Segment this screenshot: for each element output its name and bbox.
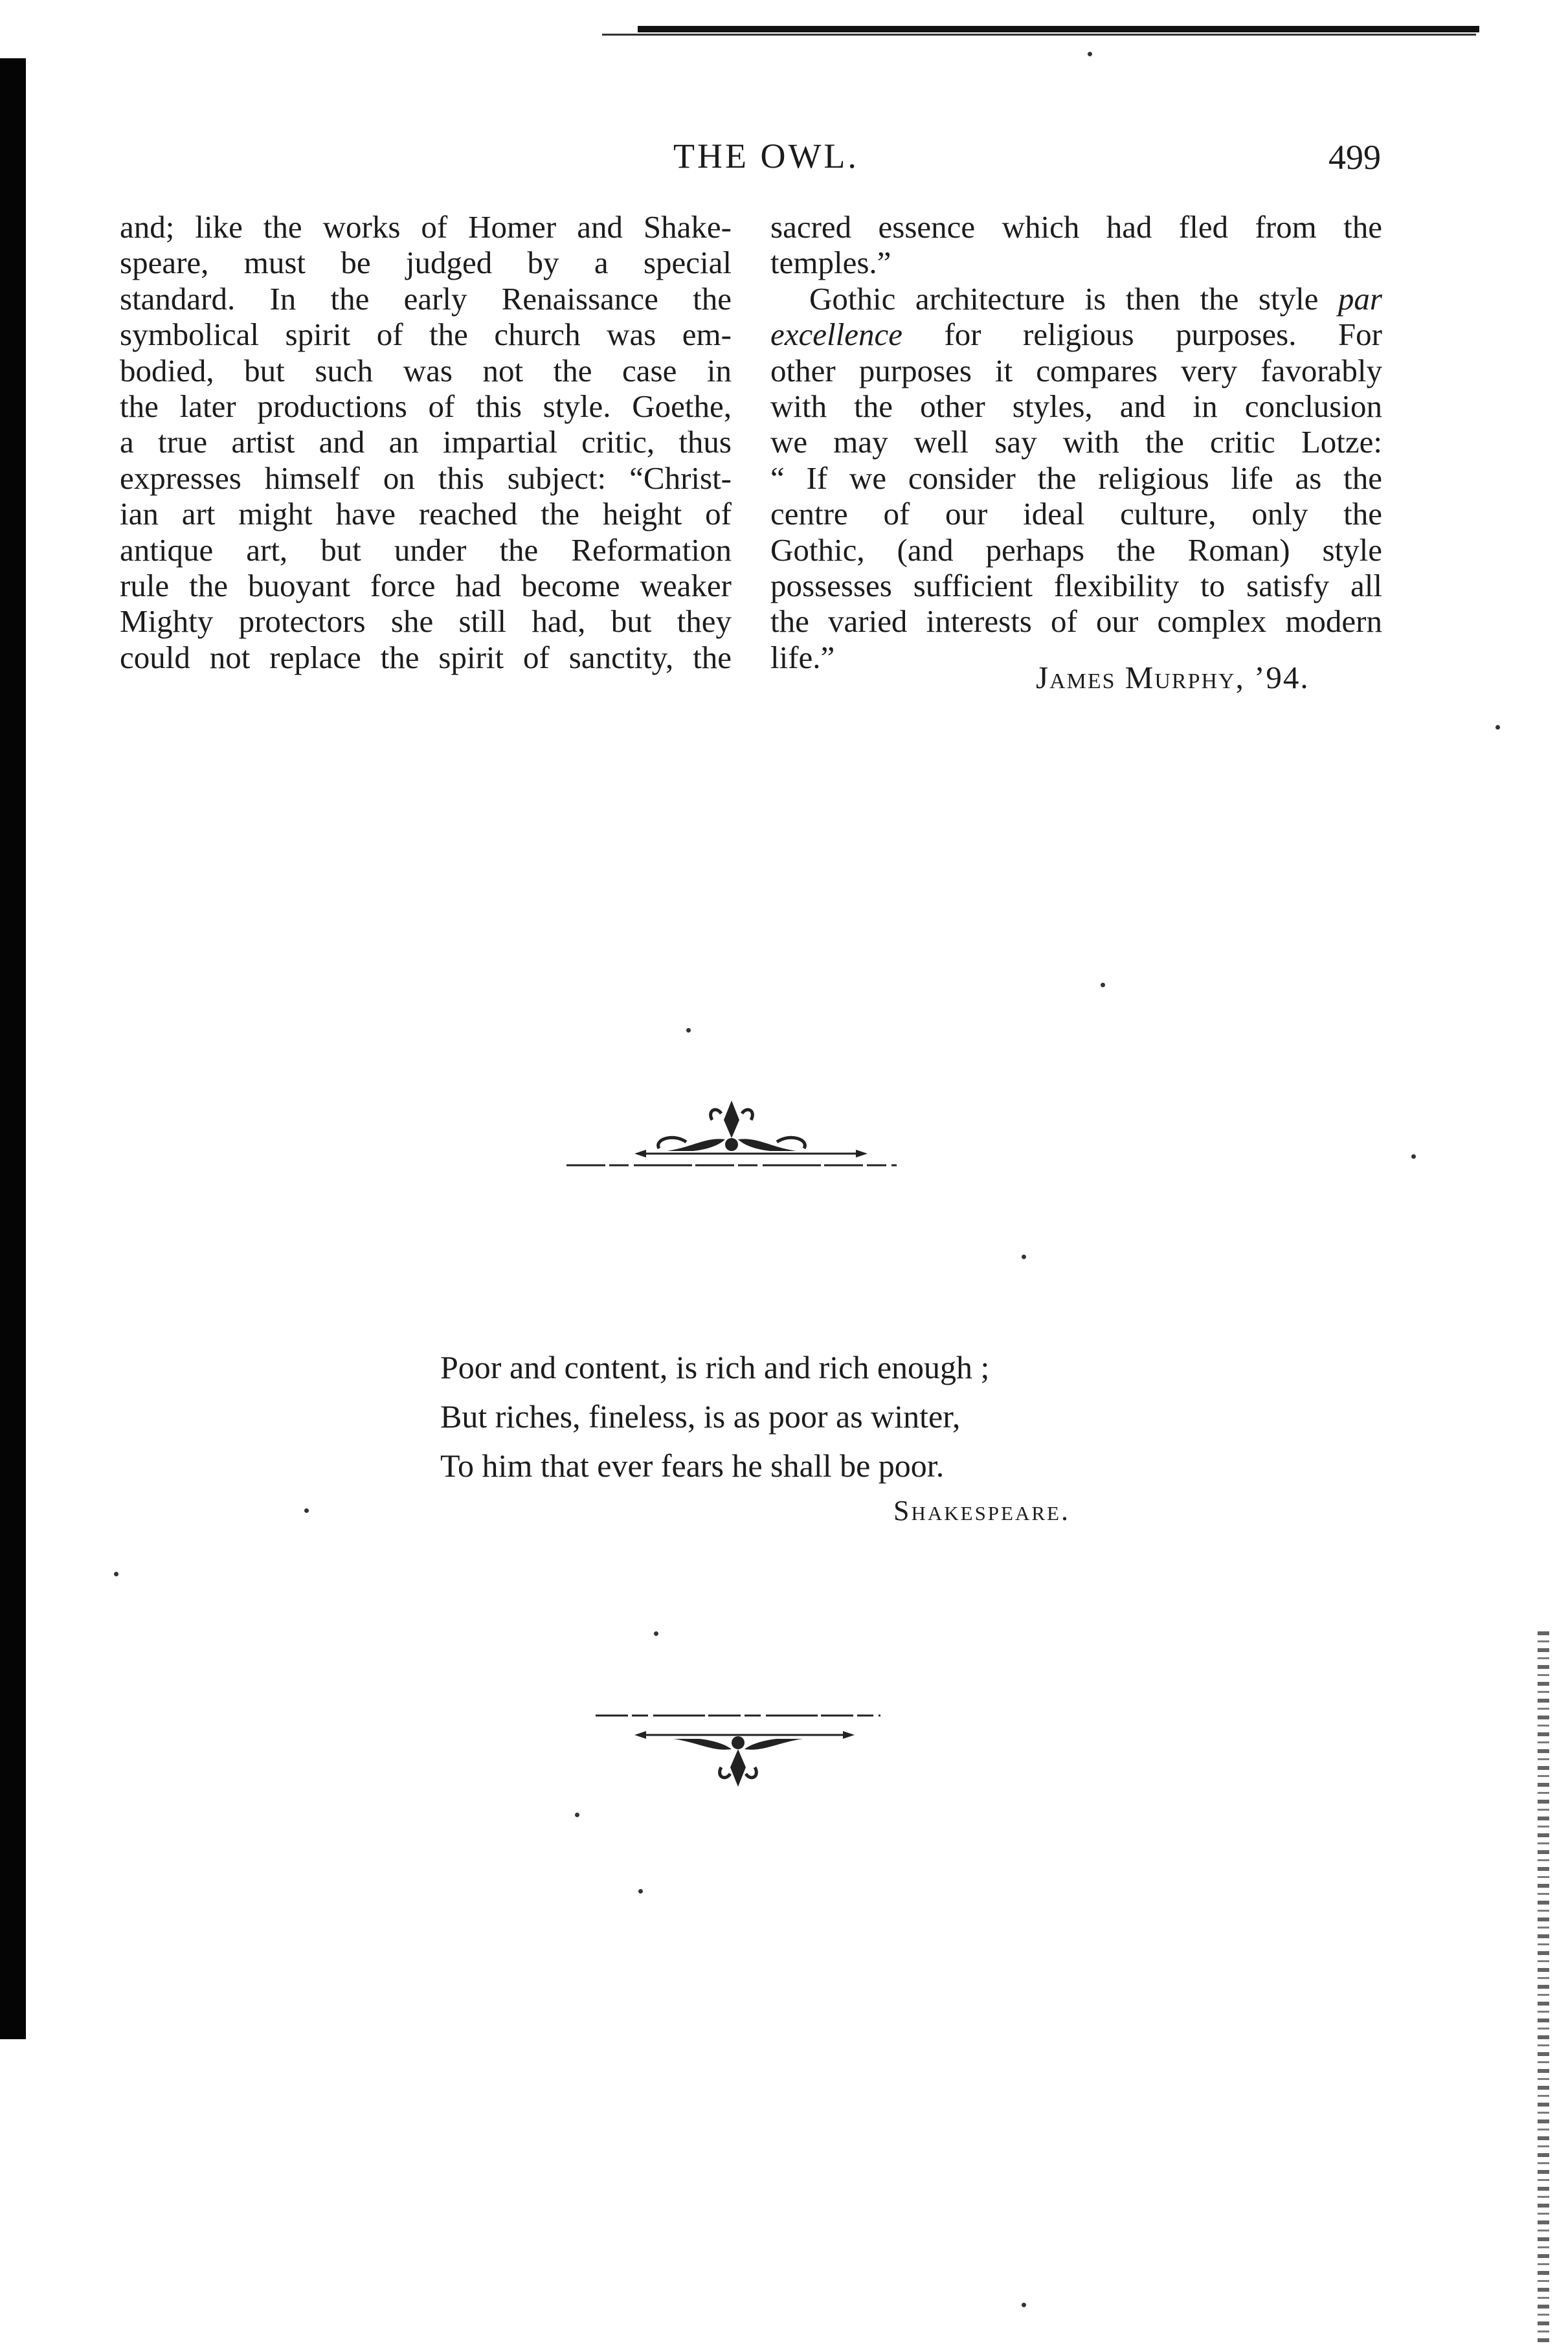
poem-verse: Poor and content, is rich and rich enough ; <box>440 1349 990 1385</box>
text-line: a true artist and an impartial critic, thus <box>120 424 732 460</box>
scan-edge-noise <box>1538 1631 1549 2343</box>
poem-author: Shakespeare. <box>893 1495 1070 1526</box>
text-line: sacred essence which had fled from the <box>770 209 1382 245</box>
ornament-tailpiece-icon <box>589 1703 887 1806</box>
text-line: bodied, but such was not the case in <box>120 352 732 388</box>
text-line: centre of our ideal culture, only the <box>770 496 1382 532</box>
poem <box>440 1343 989 1490</box>
text-line <box>770 281 1382 317</box>
scan-speck <box>1411 1154 1416 1159</box>
left-column <box>120 209 732 675</box>
article-signature: James Murphy, ’94. <box>1036 660 1310 695</box>
text-line: Mighty protectors she still had, but they <box>120 603 732 640</box>
scan-speck <box>654 1631 658 1636</box>
scan-speck <box>1022 2303 1026 2307</box>
italic-run: excellence <box>770 317 902 353</box>
text-line: speare, must be judged by a special <box>120 245 732 281</box>
ornament-divider-icon <box>563 1075 900 1178</box>
text-line: rule the buoyant force had become weaker <box>120 567 732 603</box>
page-number: 499 <box>1328 138 1381 177</box>
text-line: “ If we consider the religious life as the <box>770 460 1382 496</box>
text-line: symbolical spirit of the church was em- <box>120 317 732 353</box>
running-head: THE OWL. <box>673 137 859 175</box>
text-line: life.” <box>770 639 835 675</box>
poem-verse: But riches, fineless, is as poor as winter, <box>440 1398 961 1435</box>
scan-speck <box>575 1813 579 1817</box>
right-column <box>770 209 1382 675</box>
scan-speck <box>1101 983 1105 987</box>
text-run: for religious purposes. For <box>944 317 1383 353</box>
text-line: ian art might have reached the height of <box>120 496 732 532</box>
text-line: standard. In the early Renaissance the <box>120 280 732 317</box>
text-run: Gothic architecture is then the style <box>809 280 1319 317</box>
text-line: with the other styles, and in conclusion <box>770 388 1382 424</box>
scan-speck <box>686 1028 691 1033</box>
scan-speck <box>638 1889 643 1894</box>
binding-shadow <box>0 58 26 2039</box>
text-line: antique art, but under the Reformation <box>120 531 732 568</box>
text-line: and; like the works of Homer and Shake- <box>120 209 732 245</box>
scan-speck <box>1088 52 1092 56</box>
poem-verse: To him that ever fears he shall be poor. <box>440 1448 945 1484</box>
scan-speck <box>114 1572 118 1576</box>
text-line: the later productions of this style. Goethe, <box>120 388 732 424</box>
scan-speck <box>304 1508 309 1513</box>
text-line: could not replace the spirit of sanctity, the <box>120 639 732 675</box>
italic-run: par <box>1338 280 1382 317</box>
text-line: other purposes it compares very favorably <box>770 352 1382 388</box>
top-scan-rule-thin <box>602 34 1476 36</box>
text-line: possesses sufficient flexibility to satisfy all <box>770 567 1382 603</box>
text-line: expresses himself on this subject: “Christ- <box>120 460 732 496</box>
scan-speck <box>1022 1255 1026 1259</box>
text-line: temples.” <box>770 245 891 281</box>
scan-speck <box>1495 725 1500 730</box>
text-line: Gothic, (and perhaps the Roman) style <box>770 531 1382 568</box>
top-scan-rule <box>638 26 1479 32</box>
text-line <box>770 317 1382 352</box>
text-line: the varied interests of our complex modern <box>770 603 1382 640</box>
text-line: we may well say with the critic Lotze: <box>770 424 1382 460</box>
